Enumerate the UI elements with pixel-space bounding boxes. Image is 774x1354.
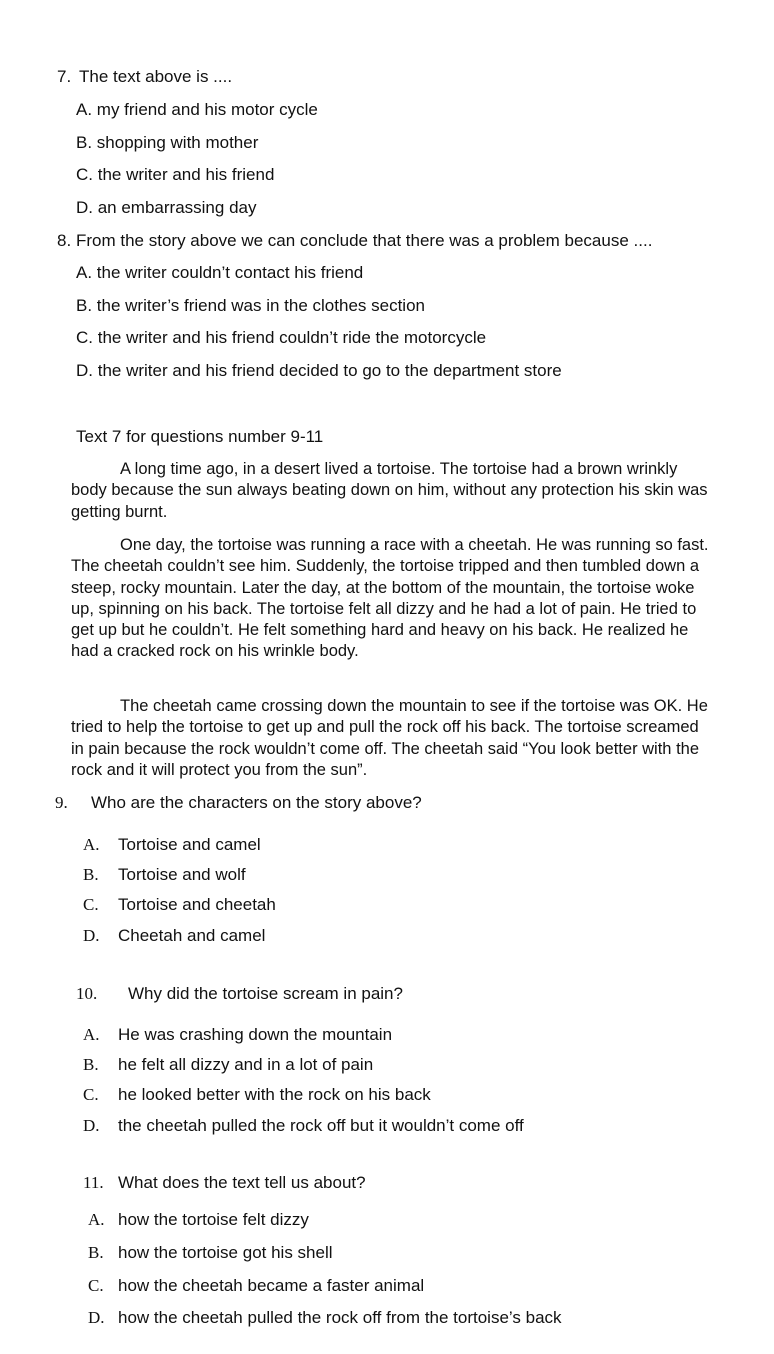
q10-option-a-text: He was crashing down the mountain xyxy=(118,1025,393,1044)
q11-letter-b: B. xyxy=(88,1243,104,1262)
q9-question-text: Who are the characters on the story above? xyxy=(91,793,422,812)
q11-question xyxy=(83,1173,366,1193)
text7-heading: Text 7 for questions number 9-11 xyxy=(76,427,324,446)
q11-option-d-text: how the cheetah pulled the rock off from the tortoise’s back xyxy=(118,1308,562,1327)
q9-option-b xyxy=(83,865,246,885)
q9-option-c-text: Tortoise and cheetah xyxy=(118,895,276,914)
q7-question xyxy=(57,67,232,87)
text7-paragraph-2 xyxy=(71,535,711,663)
q8-number: 8. xyxy=(57,231,72,250)
q10-option-a xyxy=(83,1025,392,1045)
q9-letter-b: B. xyxy=(83,865,99,884)
q8-option-a: A. the writer couldn’t contact his friend xyxy=(76,263,364,282)
q7-question-text: The text above is .... xyxy=(79,67,233,86)
q9-option-d xyxy=(83,926,265,946)
q10-option-c-text: he looked better with the rock on his back xyxy=(118,1085,431,1104)
text7-paragraph-1 xyxy=(71,459,711,523)
text7-paragraph-3-text: The cheetah came crossing down the mountain to see if the tortoise was OK. He tried to help the tortoise to get up and pull the rock off his back. The tortoise screamed in pain because the rock wouldn’t come off. The cheetah said “You look better with the rock and it will protect you from the sun”. xyxy=(71,697,708,779)
q10-option-b-text: he felt all dizzy and in a lot of pain xyxy=(118,1055,374,1074)
q10-letter-d: D. xyxy=(83,1116,100,1135)
q9-option-a-text: Tortoise and camel xyxy=(118,835,261,854)
q8-question-text: From the story above we can conclude that there was a problem because .... xyxy=(76,231,653,250)
q9-question xyxy=(55,793,422,813)
q10-option-d xyxy=(83,1116,524,1136)
q8-option-d: D. the writer and his friend decided to go to the department store xyxy=(76,361,562,380)
q11-option-c-text: how the cheetah became a faster animal xyxy=(118,1276,425,1295)
q10-letter-a: A. xyxy=(83,1025,100,1044)
q8-option-c: C. the writer and his friend couldn’t ride the motorcycle xyxy=(76,328,487,347)
q8-option-b: B. the writer’s friend was in the clothes section xyxy=(76,296,425,315)
q7-number: 7. xyxy=(57,67,72,86)
q9-option-b-text: Tortoise and wolf xyxy=(118,865,246,884)
q11-letter-d: D. xyxy=(88,1308,105,1327)
q9-option-c xyxy=(83,895,276,915)
q9-option-d-text: Cheetah and camel xyxy=(118,926,266,945)
q10-letter-b: B. xyxy=(83,1055,99,1074)
q7-option-c: C. the writer and his friend xyxy=(76,165,275,184)
q11-option-c xyxy=(88,1276,424,1296)
text7-paragraph-2-text: One day, the tortoise was running a race with a cheetah. He was running so fast. The cheetah couldn’t see him. Suddenly, the tortoise tripped and then tumbled down a steep, rocky mountain. Later the day, at the bottom of the mountain, the tortoise woke up, spinning on his back. The tortoise felt all dizzy and he had a lot of pain. He tried to get up but he couldn’t. He felt something hard and heavy on his back. He realized he had a cracked rock on his wrinkle body. xyxy=(71,536,709,661)
q7-option-d: D. an embarrassing day xyxy=(76,198,257,217)
q11-option-b xyxy=(88,1243,333,1263)
q9-letter-a: A. xyxy=(83,835,100,854)
q7-option-a: A. my friend and his motor cycle xyxy=(76,100,318,119)
q9-letter-c: C. xyxy=(83,895,99,914)
q8-question xyxy=(57,231,652,251)
q10-letter-c: C. xyxy=(83,1085,99,1104)
q10-number: 10. xyxy=(76,984,98,1003)
q10-option-b xyxy=(83,1055,373,1075)
q9-letter-d: D. xyxy=(83,926,100,945)
q11-option-d xyxy=(88,1308,562,1328)
q11-number: 11. xyxy=(83,1173,104,1192)
q9-number: 9. xyxy=(55,793,68,812)
q11-question-text: What does the text tell us about? xyxy=(118,1173,366,1192)
q9-option-a xyxy=(83,835,261,855)
q10-option-d-text: the cheetah pulled the rock off but it wouldn’t come off xyxy=(118,1116,524,1135)
text7-paragraph-3 xyxy=(71,696,713,781)
q11-option-b-text: how the tortoise got his shell xyxy=(118,1243,333,1262)
q7-option-b: B. shopping with mother xyxy=(76,133,259,152)
q10-option-c xyxy=(83,1085,431,1105)
q11-letter-a: A. xyxy=(88,1210,105,1229)
text7-paragraph-1-text: A long time ago, in a desert lived a tortoise. The tortoise had a brown wrinkly body because the sun always beating down on him, without any protection his skin was getting burnt. xyxy=(71,460,708,521)
q11-option-a xyxy=(88,1210,309,1230)
q11-option-a-text: how the tortoise felt dizzy xyxy=(118,1210,309,1229)
q10-question xyxy=(76,984,403,1004)
q11-letter-c: C. xyxy=(88,1276,104,1295)
q10-question-text: Why did the tortoise scream in pain? xyxy=(128,984,403,1003)
